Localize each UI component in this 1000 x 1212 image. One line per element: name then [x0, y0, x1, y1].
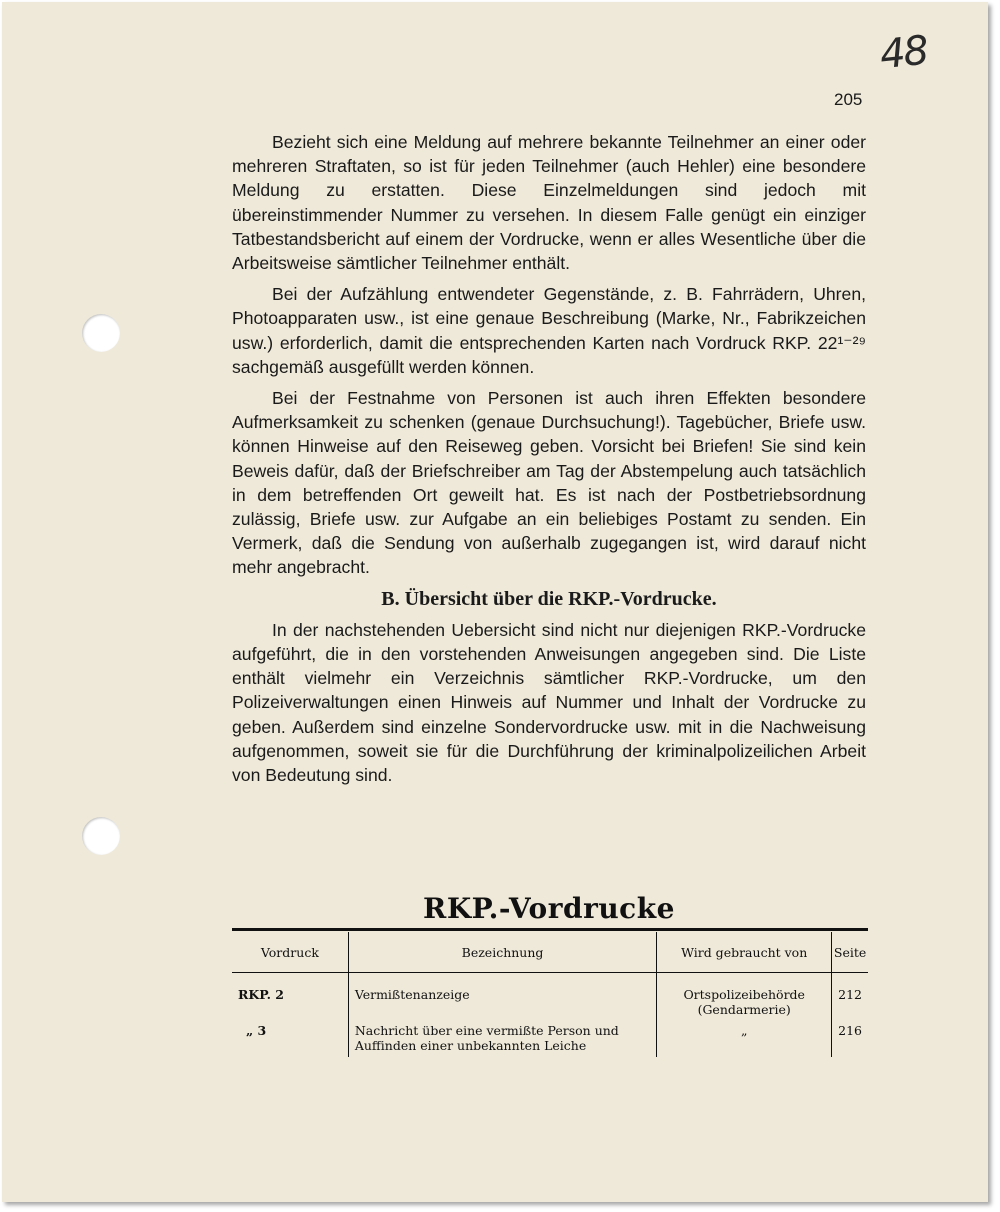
section-paragraph: In der nachstehenden Uebersicht sind nicht nur diejenigen RKP.-Vordrucke aufgeführt, die in den vorstehenden Anweisungen angegeben sind. Die Liste enthält vielmehr ein Verzeichnis sämtlicher RKP.-Vordrucke, um den Polizeiverwaltungen einen Hinweis auf Nummer und Inhalt der Vordrucke zu geben. Außerdem sind einzelne Sondervordrucke usw. mit in die Nachweisung aufgenommen, soweit sie für die Durchführung der kriminalpolizeilichen Arbeit von Bedeutung sind.: [232, 619, 866, 786]
table-header-row: [232, 932, 868, 973]
cell-bezeichnung: Nachricht über eine vermißte Person und Auffinden einer unbekannten Leiche: [348, 1017, 656, 1057]
punch-hole-bottom: [82, 817, 120, 855]
handwritten-folio-number: 48: [877, 27, 930, 79]
forms-table: [232, 932, 868, 1057]
document-page: [2, 2, 988, 1202]
header-vordruck: Vordruck: [232, 932, 348, 973]
punch-hole-top: [82, 314, 120, 352]
table-title: RKP.-Vordrucke: [423, 892, 675, 925]
paragraph-1: Bezieht sich eine Meldung auf mehrere bekannte Teilnehmer an einer oder mehreren Straftaten, so ist für jeden Teilnehmer (auch Hehler) eine besondere Meldung zu erstatten. Diese Einzelmeldungen sind jedoch mit übereinstimmender Nummer zu versehen. In diesem Falle genügt ein einziger Tatbestandsbericht auf einem der Vordrucke, wenn er alles Wesentliche über die Arbeitsweise sämtlicher Teilnehmer enthält.: [232, 132, 866, 274]
cell-gebraucht-von: „: [657, 1017, 832, 1057]
header-bezeichnung: Bezeichnung: [348, 932, 656, 973]
cell-gebraucht-von: Ortspolizeibehörde (Gendarmerie): [657, 973, 832, 1018]
paragraph-2: Bei der Aufzählung entwendeter Gegenstände, z. B. Fahrrädern, Uhren, Photoapparaten usw., ist eine genaue Beschreibung (Marke, Nr., Fabrikzeichen usw.) erforderlich, damit die entsprechenden Karten nach Vordruck RKP. 22¹⁻²⁹ sachgemäß ausgefüllt werden können.: [232, 284, 866, 377]
paragraph-3: Bei der Festnahme von Personen ist auch ihren Effekten besondere Aufmerksamkeit zu schenken (genaue Durchsuchung!). Tagebücher, Briefe usw. können Hinweise auf den Reiseweg geben. Vorsicht bei Briefen! Sie sind kein Beweis dafür, daß der Briefschreiber am Tag der Abstempelung auch tatsächlich in dem betreffenden Ort geweilt hat. Es ist nach der Postbetriebsordnung zulässig, Briefe usw. zur Aufgabe an ein beliebiges Postamt zu senden. Ein Vermerk, daß die Sendung von außerhalb zugegangen ist, wird darauf nicht mehr angebracht.: [232, 388, 866, 578]
section-heading: B. Übersicht über die RKP.-Vordrucke.: [381, 587, 717, 610]
cell-seite: 212: [838, 987, 862, 1002]
cell-vordruck: RKP. 2: [232, 973, 348, 1018]
page-number: 205: [834, 90, 863, 109]
table-row: [232, 1017, 868, 1057]
table-row: [232, 973, 868, 1018]
header-seite: Seite: [832, 932, 868, 973]
table-top-rule: [232, 928, 868, 931]
cell-seite: 216: [838, 1023, 862, 1038]
cell-bezeichnung: Vermißtenanzeige: [348, 973, 656, 1018]
cell-vordruck: „ 3: [232, 1017, 348, 1057]
body-text: [232, 130, 866, 794]
header-gebraucht-von: Wird gebraucht von: [657, 932, 832, 973]
